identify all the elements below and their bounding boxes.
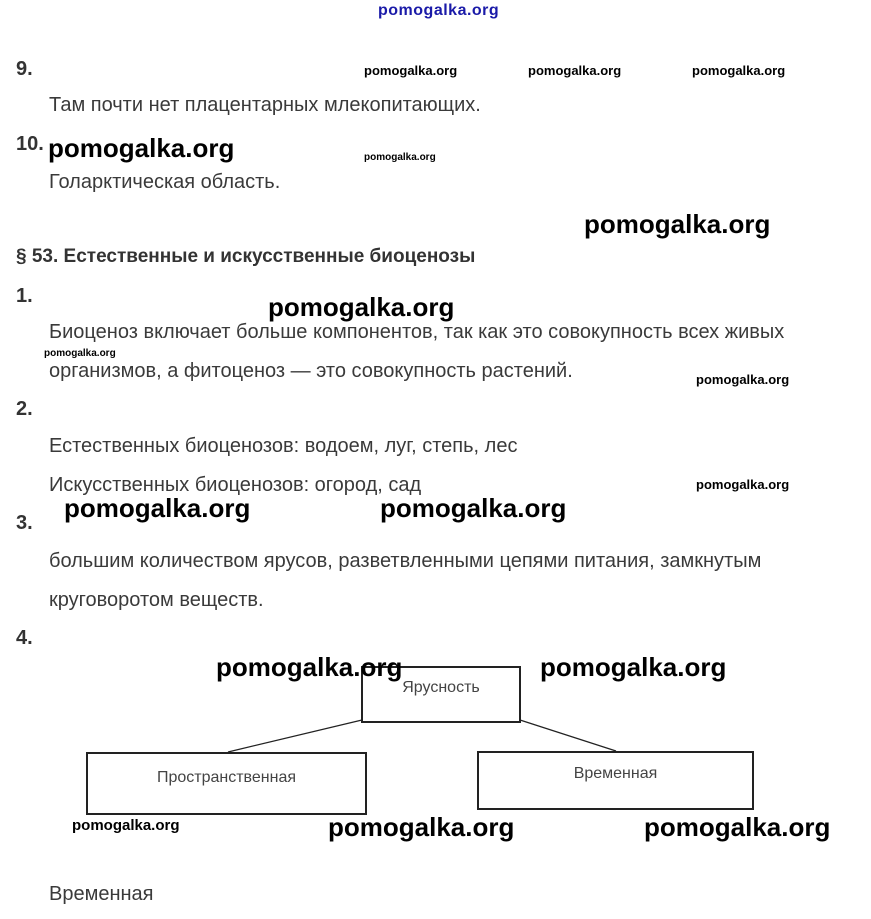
watermark: pomogalka.org [328,812,515,842]
watermark-top: pomogalka.org [378,2,500,19]
watermark: pomogalka.org [44,348,116,359]
diagram-right-box [477,751,754,810]
diagram-left-label: Пространственная [156,769,297,786]
watermark: pomogalka.org [644,812,831,842]
watermark: pomogalka.org [64,493,251,523]
watermark: pomogalka.org [364,63,458,78]
question-number-2: 2. [16,398,33,420]
answer-2-line-2: Искусственных биоценозов: огород, сад [49,474,422,496]
answer-1-line-2: организмов, а фитоценоз — это совокупность растений. [49,360,573,382]
answer-4: Временная [49,883,154,905]
watermark: pomogalka.org [48,133,235,163]
answer-3-line-1: большим количеством ярусов, разветвленными цепями питания, замкнутым [49,550,762,572]
watermark: pomogalka.org [696,372,790,387]
diagram-right-label: Временная [573,765,658,782]
answer-9: Там почти нет плацентарных млекопитающих. [49,94,481,116]
watermark: pomogalka.org [696,477,790,492]
section-title: § 53. Естественные и искусственные биоценозы [16,246,476,267]
answer-3-line-2: круговоротом веществ. [49,589,264,611]
watermark: pomogalka.org [540,652,727,682]
question-number-9: 9. [16,58,33,80]
watermark: pomogalka.org [268,292,455,322]
question-number-3: 3. [16,512,33,534]
question-number-4: 4. [16,627,33,649]
connector-right [520,720,616,751]
watermark: pomogalka.org [364,152,436,163]
answer-1-line-1: Биоценоз включает больше компонентов, так как это совокупность всех живых [49,321,785,343]
watermark: pomogalka.org [692,63,786,78]
answer-10: Голарктическая область. [49,171,281,193]
question-number-1: 1. [16,285,33,307]
diagram-left-box [86,752,367,815]
watermark: pomogalka.org [584,209,771,239]
watermark: pomogalka.org [216,652,403,682]
diagram-root-label: Ярусность [402,679,480,696]
answer-2-line-1: Естественных биоценозов: водоем, луг, степь, лес [49,435,518,457]
watermark: pomogalka.org [380,493,567,523]
connector-left [228,720,362,752]
watermark: pomogalka.org [528,63,622,78]
watermark: pomogalka.org [72,817,180,834]
question-number-10: 10. [16,133,44,155]
